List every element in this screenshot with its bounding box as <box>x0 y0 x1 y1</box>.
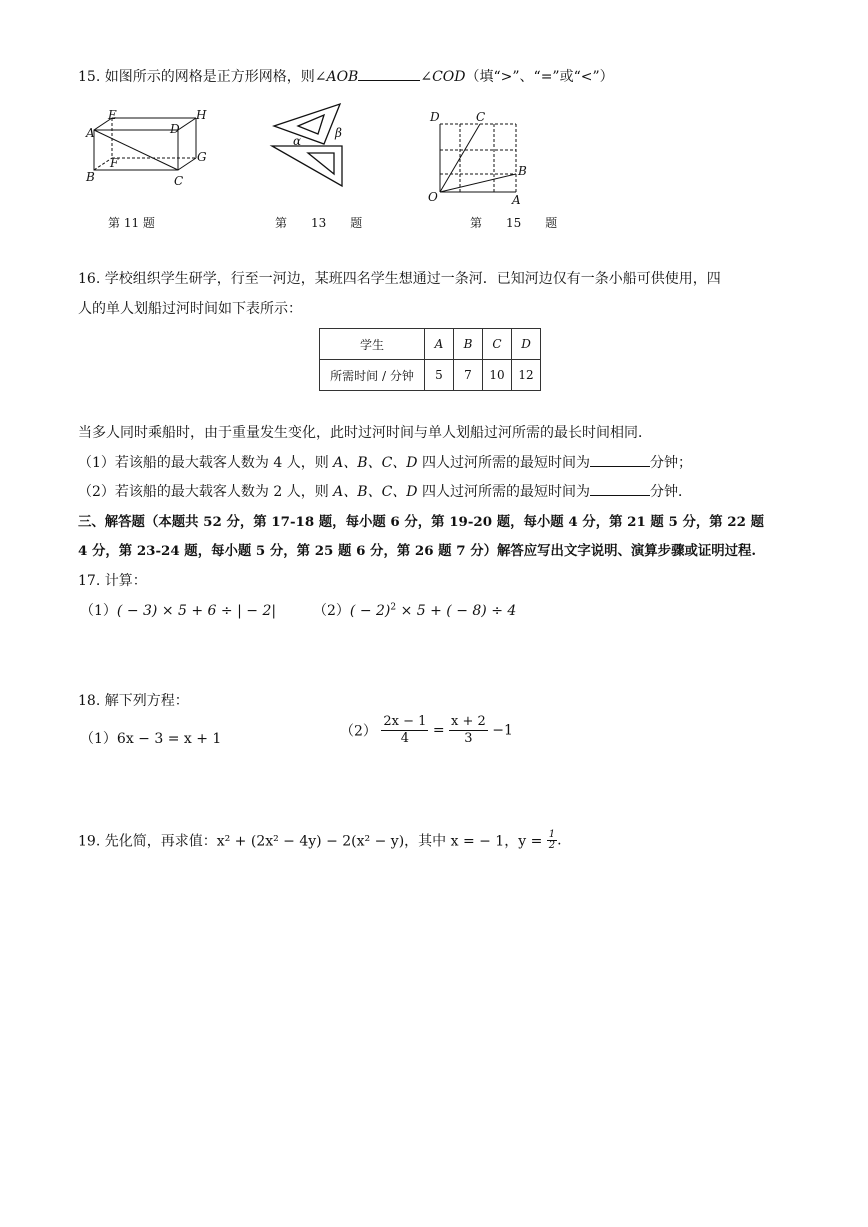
fig15-label-o: O <box>428 190 438 204</box>
q16-sub2-suffix: 四人过河所需的最短时间为 <box>417 484 590 500</box>
table-time-b: 7 <box>454 360 483 391</box>
q16-sub1-unit: 分钟； <box>649 455 692 471</box>
fig11-label-a: A <box>86 126 95 140</box>
q19-line <box>78 830 562 851</box>
q16-sub1-answer-blank[interactable] <box>590 454 650 467</box>
q16-sub1-prefix: （1）若该船的最大载客人数为 4 人，则 <box>78 455 334 471</box>
q15-prefix: 15. 如图所示的网格是正方形网格，则∠ <box>78 69 327 85</box>
fig15-label-d: D <box>430 110 440 124</box>
table-time-a: 5 <box>425 360 454 391</box>
q16-time-table <box>319 328 541 391</box>
q15-suffix: （填“>”、“=”或“<”） <box>465 69 614 85</box>
q16-sub2-answer-blank[interactable] <box>590 483 650 496</box>
fig13-label-beta: β <box>335 126 342 140</box>
table-time-c: 10 <box>483 360 512 391</box>
fig15-label-c: C <box>476 110 486 124</box>
q19-prefix: 19. 先化简，再求值： <box>78 833 217 850</box>
q16-line1: 16. 学校组织学生研学，行至一河边，某班四名学生想通过一条河．已知河边仅有一条小船可供使用，四 <box>78 271 721 287</box>
figure-15-grid <box>434 118 526 200</box>
q16-sub1-abcd: A、B、C、D <box>333 455 418 471</box>
fig11-label-h: H <box>196 108 207 122</box>
q15-answer-blank[interactable] <box>358 68 420 81</box>
q17-part2 <box>313 600 516 620</box>
fig15-label-b: B <box>518 164 527 178</box>
q15-mid: ∠ <box>420 69 433 85</box>
q16-sub2-abcd: A、B、C、D <box>333 484 418 500</box>
q17-part1 <box>80 600 276 620</box>
q19-expr: x² + (2x² − 4y) − 2(x² − y)，其中 x = − 1，y = <box>216 833 547 850</box>
fraction-denominator: 2 <box>548 840 556 851</box>
fraction-numerator: x + 2 <box>451 714 486 729</box>
fraction-numerator: 1 <box>548 829 556 840</box>
fraction-denominator: 4 <box>400 731 410 746</box>
q16-sub1 <box>78 452 692 472</box>
table-student-a: A <box>425 329 454 360</box>
fig15-caption: 第 15 题 <box>470 216 558 230</box>
q18-title: 18. 解下列方程： <box>78 693 189 709</box>
table-row-label-time: 所需时间 / 分钟 <box>320 360 425 391</box>
figure-11-cuboid <box>82 106 212 192</box>
q17-part2-label: （2） <box>313 603 350 619</box>
q18-part2-fraction-left <box>381 714 428 747</box>
q18-part2-label: （2） <box>340 723 377 740</box>
fig15-label-a: A <box>512 193 521 207</box>
q17-part2-exp: 2 <box>390 602 397 613</box>
q15-line <box>78 66 614 86</box>
q15-cod: COD <box>432 69 466 85</box>
q16-sub2-prefix: （2）若该船的最大载客人数为 2 人，则 <box>78 484 334 500</box>
fig11-label-d: D <box>170 122 180 136</box>
fig11-label-e: E <box>108 108 117 122</box>
q16-line2: 人的单人划船过河时间如下表所示： <box>78 301 302 317</box>
fig13-caption: 第 13 题 <box>275 216 363 230</box>
q17-title: 17. 计算： <box>78 573 147 589</box>
fraction-denominator: 3 <box>464 731 473 746</box>
fig11-caption: 第 11 题 <box>108 216 155 230</box>
fig13-label-alpha: α <box>293 134 302 148</box>
q19-end: . <box>557 832 562 849</box>
fraction-numerator: 2x − 1 <box>383 714 427 729</box>
table-header-student: 学生 <box>320 329 425 360</box>
table-student-b: B <box>454 329 483 360</box>
section3-line2: 4 分，第 23-24 题，每小题 5 分，第 25 题 6 分，第 26 题 7 分）解答应写出文字说明、演算步骤或证明过程. <box>78 543 757 559</box>
q16-note: 当多人同时乘船时，由于重量发生变化，此时过河时间与单人划船过河所需的最长时间相同． <box>78 425 652 441</box>
q18-part2 <box>340 714 513 747</box>
fig11-label-g: G <box>197 150 207 164</box>
q18-part1-expr: 6x − 3 = x + 1 <box>116 731 222 747</box>
q17-part1-label: （1） <box>80 603 117 619</box>
fig11-label-b: B <box>86 170 95 184</box>
q19-y-fraction <box>547 830 557 851</box>
q17-part2-base: ( − 2) <box>349 603 391 619</box>
q17-part2-rest: × 5 + ( − 8) ÷ 4 <box>396 603 517 619</box>
q17-part1-expr: ( − 3) × 5 + 6 ÷ | − 2| <box>116 603 277 619</box>
table-time-d: 12 <box>512 360 541 391</box>
q18-part1-label: （1） <box>80 731 117 747</box>
q16-sub2-unit: 分钟． <box>649 484 692 500</box>
figure-13-set-squares <box>268 100 358 190</box>
q16-sub2 <box>78 481 692 501</box>
q16-sub1-suffix: 四人过河所需的最短时间为 <box>417 455 590 471</box>
q18-part1 <box>80 728 221 748</box>
q18-part2-equals: = <box>432 722 445 739</box>
fig11-label-c: C <box>174 174 184 188</box>
table-row <box>320 329 541 360</box>
table-row <box>320 360 541 391</box>
q18-part2-tail: −1 <box>492 722 513 739</box>
table-student-c: C <box>483 329 512 360</box>
q18-part2-fraction-right <box>449 714 488 747</box>
table-student-d: D <box>512 329 541 360</box>
fig11-label-f: F <box>110 156 119 170</box>
q15-aob: AOB <box>326 69 359 85</box>
section3-line1: 三、解答题（本题共 52 分，第 17-18 题，每小题 6 分，第 19-20 题，每小题 4 分，第 21 题 5 分，第 22 题 <box>78 514 764 530</box>
